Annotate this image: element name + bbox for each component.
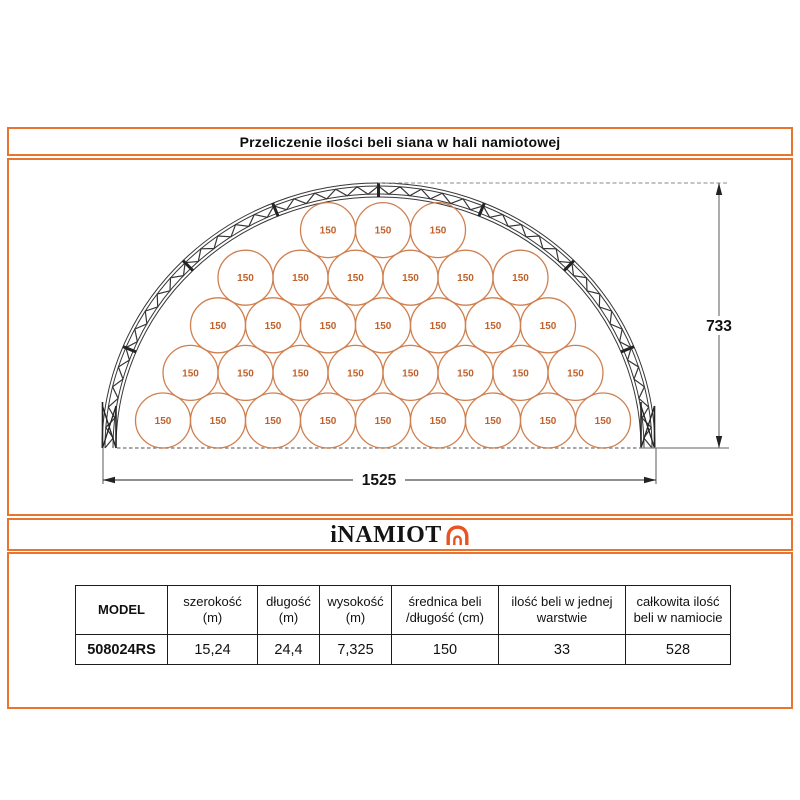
bale-label: 150: [512, 368, 529, 380]
table-panel: [7, 552, 793, 709]
bale-label: 150: [539, 416, 557, 427]
arrow-left-icon: [103, 477, 115, 483]
bale-label: 150: [594, 416, 612, 427]
arrow-up-icon: [716, 183, 722, 195]
arrow-right-icon: [644, 477, 656, 483]
table-header-cell: długość (m): [258, 586, 320, 635]
bale-label: 150: [154, 416, 172, 427]
table-cell: 33: [499, 635, 626, 665]
page-title: Przeliczenie ilości beli siana w hali namiotowej: [239, 133, 561, 150]
table-header-cell: MODEL: [76, 586, 168, 635]
bale-label: 150: [264, 320, 282, 332]
table-header-cell: całkowita ilość beli w namiocie: [626, 586, 731, 635]
title-bar: [7, 127, 793, 156]
tent-icon: [445, 524, 470, 547]
table-cell: 15,24: [168, 635, 258, 665]
bale-label: 150: [484, 416, 502, 427]
bale-label: 150: [292, 273, 309, 285]
table-header-cell: wysokość (m): [320, 586, 392, 635]
bale-label: 150: [539, 320, 557, 332]
table-header-cell: średnica beli /długość (cm): [392, 586, 499, 635]
dome-diagram: [7, 158, 793, 516]
table-cell: 7,325: [320, 635, 392, 665]
bale-label: 150: [237, 368, 254, 380]
table-header-cell: ilość beli w jednej warstwie: [499, 586, 626, 635]
bale-label: 150: [347, 368, 364, 380]
bale-label: 150: [484, 320, 502, 332]
bale-label: 150: [347, 273, 364, 285]
width-dimension-label: 1525: [361, 472, 397, 489]
table-header-cell: szerokość (m): [168, 586, 258, 635]
table-row: [76, 635, 731, 665]
bale-label: 150: [209, 320, 227, 332]
bale-label: 150: [374, 320, 392, 332]
spec-table: [75, 585, 731, 665]
bale-label: 150: [457, 368, 474, 380]
bale-label: 150: [292, 368, 309, 380]
bale-label: 150: [237, 273, 254, 285]
bale-label: 150: [182, 368, 199, 380]
arrow-down-icon: [716, 436, 722, 448]
bale-label: 150: [457, 273, 474, 285]
height-dimension-label: 733: [706, 318, 732, 335]
logo-bar: [7, 518, 793, 551]
table-cell: 150: [392, 635, 499, 665]
table-cell: 508024RS: [76, 635, 168, 665]
logo-text: iNAMIOT: [330, 521, 442, 548]
bale-label: 150: [402, 273, 419, 285]
bale-label: 150: [429, 320, 447, 332]
bale-label: 150: [374, 416, 392, 427]
table-header-row: [76, 586, 731, 635]
bale-label: 150: [264, 416, 282, 427]
bale-label: 150: [512, 273, 529, 285]
bale-label: 150: [429, 416, 447, 427]
bale-label: 150: [429, 225, 447, 237]
bale-label: 150: [319, 416, 337, 427]
bale-label: 150: [402, 368, 419, 380]
bale-label: 150: [567, 368, 584, 380]
bale-label: 150: [209, 416, 227, 427]
table-cell: 528: [626, 635, 731, 665]
bale-label: 150: [374, 225, 392, 237]
bale-label: 150: [319, 225, 337, 237]
table-cell: 24,4: [258, 635, 320, 665]
bale-label: 150: [319, 320, 337, 332]
